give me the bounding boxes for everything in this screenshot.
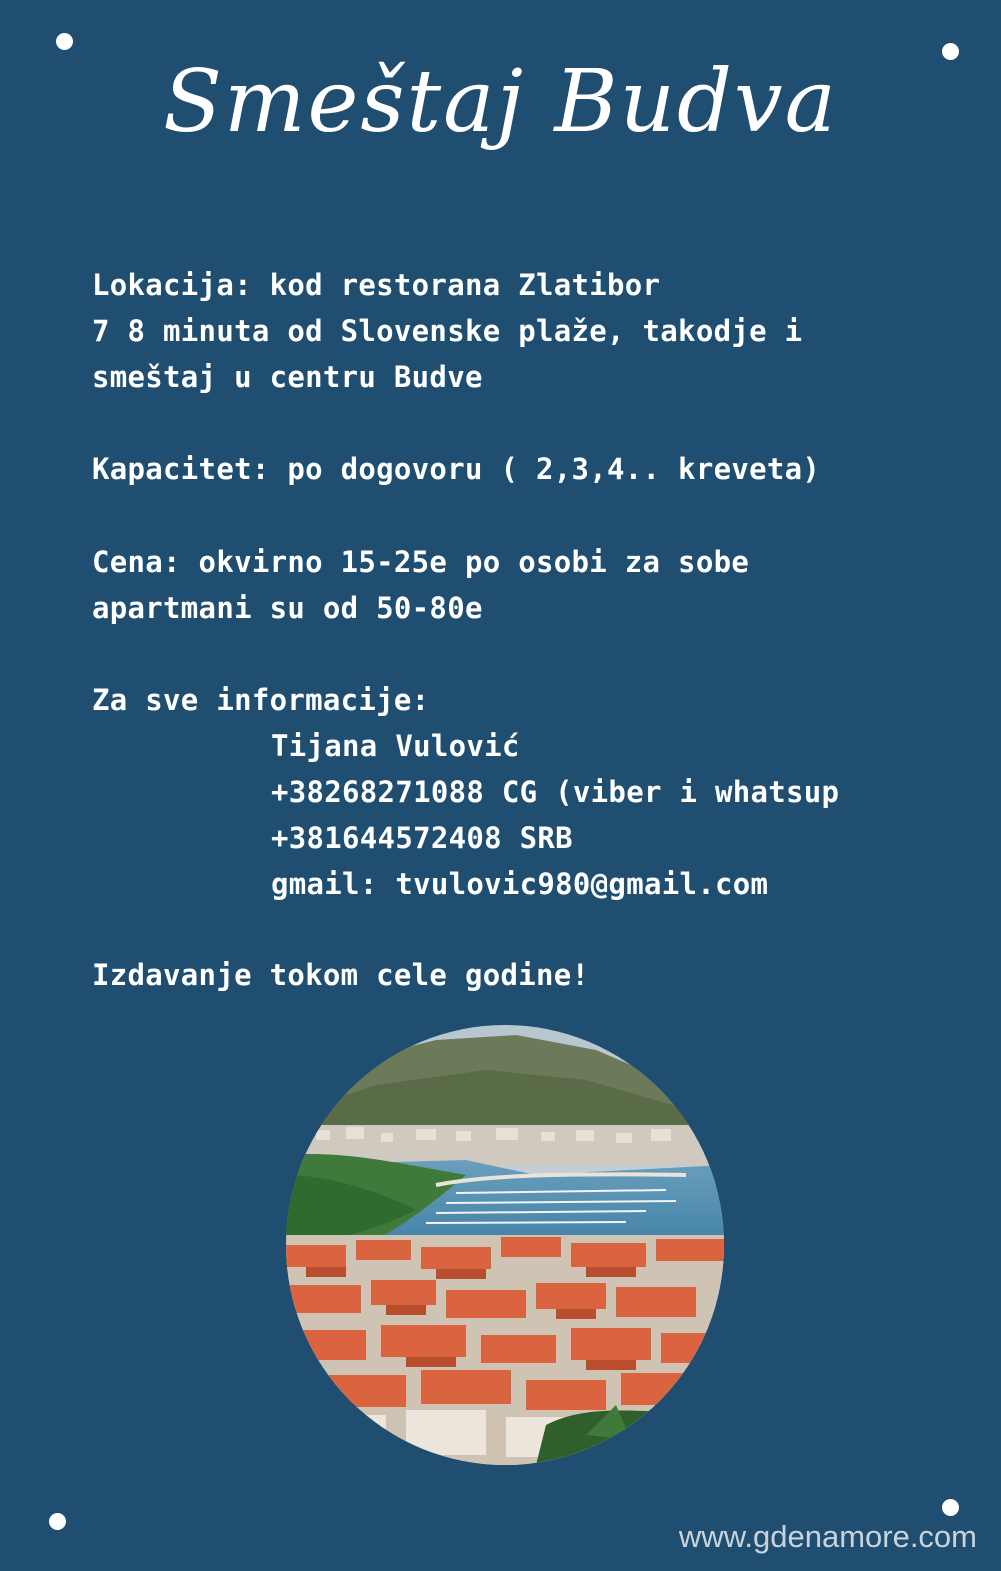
price-line-1: Cena: okvirno 15-25e po osobi za sobe: [92, 545, 750, 579]
corner-dot-bottom-left: [49, 1513, 66, 1530]
contact-phone-srb: +381644572408 SRB: [271, 821, 573, 855]
location-line-3: smeštaj u centru Budve: [92, 360, 483, 394]
page-title: Smeštaj Budva: [163, 52, 838, 152]
price-line-2: apartmani su od 50-80e: [92, 591, 483, 625]
corner-dot-bottom-right: [942, 1499, 959, 1516]
location-line-1: Lokacija: kod restorana Zlatibor: [92, 268, 661, 302]
contact-name: Tijana Vulović: [271, 729, 520, 763]
location-line-2: 7 8 minuta od Slovenske plaže, takodje i: [92, 314, 803, 348]
watermark: www.gdenamore.com: [678, 1519, 977, 1554]
capacity-line: Kapacitet: po dogovoru ( 2,3,4.. kreveta): [92, 452, 821, 486]
footer-note: Izdavanje tokom cele godine!: [92, 958, 590, 992]
contact-phone-cg: +38268271088 CG (viber i whatsup: [271, 775, 840, 809]
contact-gmail: gmail: tvulovic980@gmail.com: [271, 867, 769, 901]
budva-old-town-photo: [286, 1025, 724, 1465]
contact-heading: Za sve informacije:: [92, 683, 430, 717]
corner-dot-top-left: [56, 33, 73, 50]
